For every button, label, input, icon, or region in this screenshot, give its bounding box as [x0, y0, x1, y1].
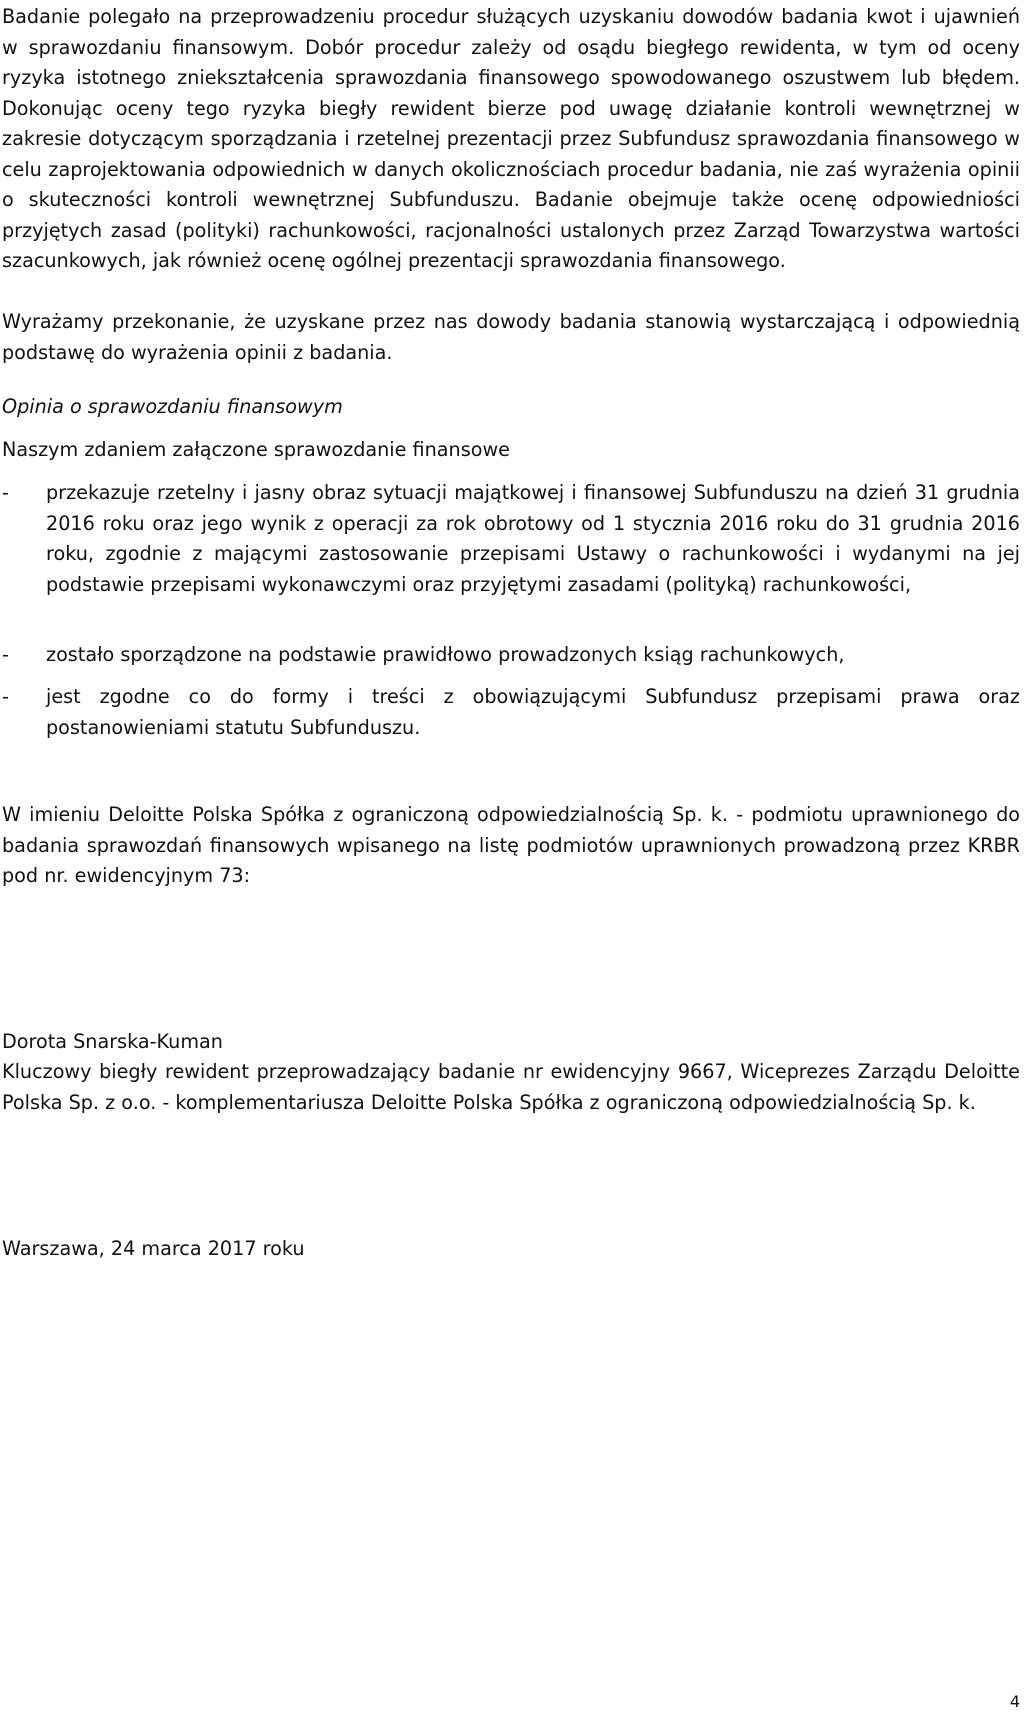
opinion-intro: Naszym zdaniem załączone sprawozdanie finansowe	[2, 438, 510, 461]
signatory-role: Kluczowy biegły rewident przeprowadzający badanie nr ewidencyjny 9667, Wiceprezes Zarządu Deloitte Polska Sp. z o.o. - komplementariusza Deloitte Polska Spółka z ograniczoną odpowiedzialnością Sp. k.	[2, 1060, 1020, 1114]
list-item-text: przekazuje rzetelny i jasny obraz sytuacji majątkowej i finansowej Subfunduszu na dzień 31 grudnia 2016 roku oraz jego wynik z operacji za rok obrotowy od 1 stycznia 2016 roku do 31 grudnia 2016 roku, zgodnie z mającymi zastosowanie przepisami Ustawy o rachunkowości i wydanymi na jej podstawie przepisami wykonawczymi oraz przyjętymi zasadami (polityką) rachunkowości,	[46, 481, 1020, 596]
page-number: 4	[1009, 1692, 1020, 1711]
evidence-paragraph: Wyrażamy przekonanie, że uzyskane przez nas dowody badania stanowią wystarczającą i odpowiednią podstawę do wyrażenia opinii z badania.	[2, 310, 1020, 364]
opinion-heading: Opinia o sprawozdaniu finansowym	[2, 395, 343, 418]
list-dash: -	[2, 481, 9, 504]
signatory-name: Dorota Snarska-Kuman	[2, 1030, 223, 1053]
list-item-text: zostało sporządzone na podstawie prawidłowo prowadzonych ksiąg rachunkowych,	[46, 643, 845, 666]
firm-statement: W imieniu Deloitte Polska Spółka z ograniczoną odpowiedzialnością Sp. k. - podmiotu uprawnionego do badania sprawozdań finansowych wpisanego na listę podmiotów uprawnionych prowadzoną przez KRBR pod nr. ewidencyjnym 73:	[2, 803, 1020, 887]
place-date: Warszawa, 24 marca 2017 roku	[2, 1237, 305, 1260]
list-dash: -	[2, 685, 9, 708]
list-dash: -	[2, 643, 9, 666]
list-item-text: jest zgodne co do formy i treści z obowiązującymi Subfundusz przepisami prawa oraz postanowieniami statutu Subfunduszu.	[46, 685, 1020, 739]
procedures-paragraph: Badanie polegało na przeprowadzeniu procedur służących uzyskaniu dowodów badania kwot i ujawnień w sprawozdaniu finansowym. Dobór procedur zależy od osądu biegłego rewidenta, w tym od oceny ryzyka istotnego zniekształcenia sprawozdania finansowego spowodowanego oszustwem lub błędem. Dokonując oceny tego ryzyka biegły rewident bierze pod uwagę działanie kontroli wewnętrznej w zakresie dotyczącym sporządzania i rzetelnej prezentacji przez Subfundusz sprawozdania finansowego w celu zaprojektowania odpowiednich w danych okolicznościach procedur badania, nie zaś wyrażenia opinii o skuteczności kontroli wewnętrznej Subfunduszu. Badanie obejmuje także ocenę odpowiedniości przyjętych zasad (polityki) rachunkowości, racjonalności ustalonych przez Zarząd Towarzystwa wartości szacunkowych, jak również ocenę ogólnej prezentacji sprawozdania finansowego.	[2, 5, 1020, 272]
